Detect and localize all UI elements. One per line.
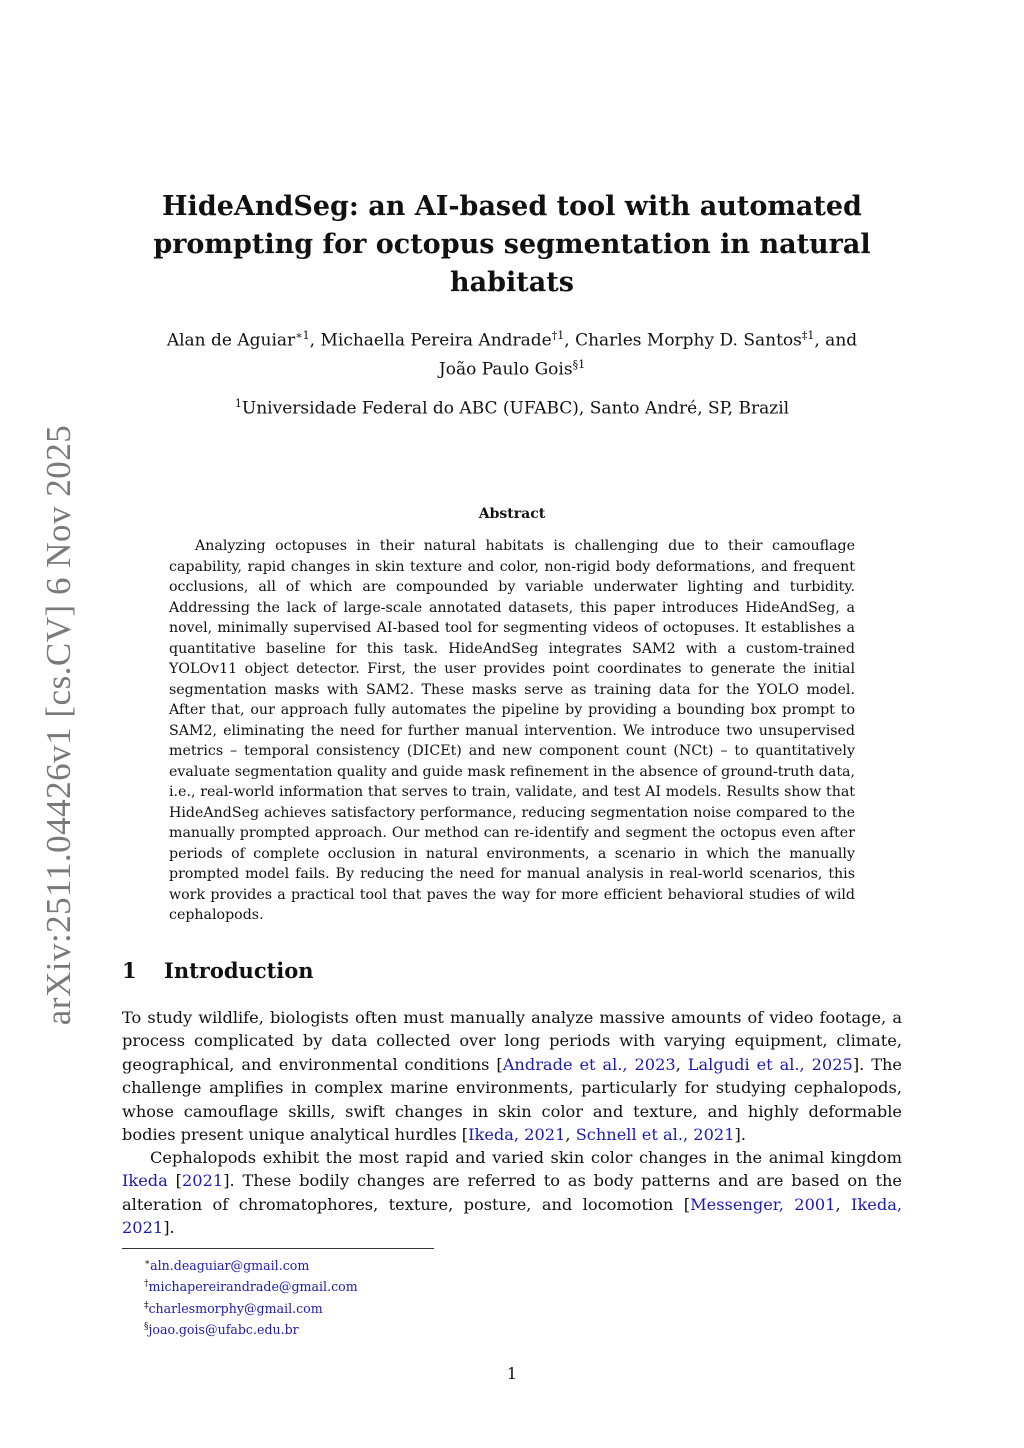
author-list [130,324,894,381]
footnotes [144,1254,358,1340]
citation-link[interactable]: Lalgudi et al., 2025 [687,1054,853,1074]
author-separator: , and [814,330,858,351]
author-name: Alan de Aguiar [166,330,296,351]
author-mark: ∗1 [295,329,310,342]
footnote-email [144,1275,358,1296]
section-number: 1 [122,958,137,983]
paragraph-text: To study wildlife, biologists often must manually analyze massive amounts of video footage, a process complicated by data collected over long periods with varying equipment, climate, geographical, and environmental conditions [ [122,1008,902,1074]
paper-title: HideAndSeg: an AI-based tool with automated prompting for octopus segmentation in natural habitats [153,191,871,298]
footnote-email [144,1297,358,1318]
citation-link[interactable]: Ikeda [122,1171,168,1191]
author-mark: §1 [572,357,586,371]
citation-link[interactable]: Schnell et al., 2021 [575,1125,735,1145]
affiliation-mark: 1 [234,397,242,410]
email-link[interactable]: charlesmorphy@gmail.com [148,1301,323,1317]
affiliation-text: Universidade Federal do ABC (UFABC), Santo André, SP, Brazil [241,398,790,419]
paragraph-text: Cephalopods exhibit the most rapid and varied skin color changes in the animal kingdom [150,1148,902,1167]
footnote-mark: † [144,1279,149,1290]
citation-link[interactable]: Messenger, 2001 [690,1194,836,1214]
section-title: Introduction [164,958,314,983]
arxiv-identifier-stamp [28,424,90,1026]
paragraph-text: , [675,1054,688,1074]
footnote-divider [122,1248,434,1249]
abstract-heading: Abstract [478,506,546,522]
footnote-email [144,1318,358,1339]
paragraph-text: ]. [163,1218,175,1238]
section-heading [122,958,314,983]
citation-link[interactable]: 2021 [182,1171,224,1191]
intro-paragraph-2 [122,1146,902,1240]
author-name: Michaella Pereira Andrade [320,330,552,351]
author-mark: ‡1 [801,329,815,342]
page-number: 1 [506,1364,518,1383]
paragraph-text: ]. The challenge amplifies in complex marine environments, particularly for studying cephalopods, whose camouflage skills, swift changes in skin color and texture, and highly deformable bodies present unique analytical hurdles [ [122,1054,902,1145]
author-separator: , [564,330,576,351]
intro-paragraph-1 [122,1006,902,1146]
paragraph-text: , [565,1125,576,1145]
paragraph-text: ]. [734,1125,746,1145]
author-name: João Paulo Gois [438,359,573,380]
footnote-mark: § [144,1322,149,1333]
footnote-mark: ∗ [144,1258,151,1268]
citation-link[interactable]: Ikeda, 2021 [122,1194,902,1238]
footnote-email [144,1254,358,1275]
author-separator: , [309,330,321,351]
email-link[interactable]: joao.gois@ufabc.edu.br [148,1322,299,1338]
author-name: Charles Morphy D. Santos [575,330,802,351]
email-link[interactable]: michapereirandrade@gmail.com [148,1279,358,1295]
author-mark: †1 [551,329,565,342]
abstract-body: Analyzing octopuses in their natural habitats is challenging due to their camouflage capability, rapid changes in skin texture and color, non-rigid body deformations, and frequent occlusions, all of which are compounded by variable underwater lighting and turbidity. Addressing the lack of large-scale annotated datasets, this paper introduces HideAndSeg, a novel, minimally supervised AI-based tool for segmenting videos of octopuses. It establishes a quantitative baseline for this task. HideAndSeg integrates SAM2 with a custom-trained YOLOv11 object detector. First, the user provides point coordinates to generate the initial segmentation masks with SAM2. These masks serve as training data for the YOLO model. After that, our approach fully automates the pipeline by providing a bounding box prompt to SAM2, eliminating the need for further manual intervention. We introduce two unsupervised metrics – temporal consistency (DICEt) and new component count (NCt) – to quantitatively evaluate segmentation quality and guide mask refinement in the absence of ground-truth data, i.e., real-world information that serves to train, validate, and test AI models. Results show that HideAndSeg achieves satisfactory performance, reducing segmentation noise compared to the manually prompted approach. Our method can re-identify and segment the octopus even after periods of complete occlusion in natural environments, a scenario in which the manually prompted model fails. By reducing the need for manual analysis in real-world scenarios, this work provides a practical tool that paves the way for more efficient behavioral studies of wild cephalopods. [169,538,855,923]
paragraph-text: , [835,1194,852,1214]
email-link[interactable]: aln.deaguiar@gmail.com [150,1258,310,1274]
citation-link[interactable]: Ikeda, 2021 [468,1125,566,1145]
arxiv-identifier-text: arXiv:2511.04426v1 [cs.CV] 6 Nov 2025 [39,424,79,1026]
affiliation [130,392,894,421]
paragraph-text: [ [167,1171,182,1191]
paragraph-text: ]. These bodily changes are referred to as body patterns and are based on the alteration of chromatophores, texture, posture, and locomotion [ [122,1171,902,1214]
footnote-mark: ‡ [144,1300,149,1311]
citation-link[interactable]: Andrade et al., 2023 [502,1054,676,1074]
